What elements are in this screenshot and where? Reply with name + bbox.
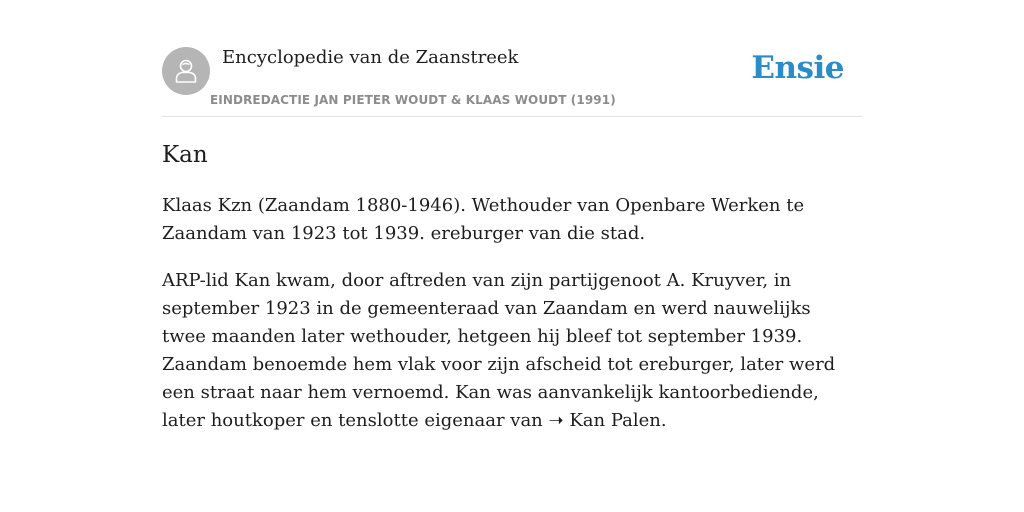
article-title: Kan bbox=[162, 142, 208, 168]
source-editors: EINDREDACTIE JAN PIETER WOUDT & KLAAS WOUDT (1991) bbox=[210, 93, 616, 107]
article-paragraph: Klaas Kzn (Zaandam 1880-1946). Wethouder van Openbare Werken te Zaandam van 1923 tot 1939. ereburger van die stad. bbox=[162, 195, 805, 244]
paragraph-text: ARP-lid Kan kwam, door aftreden van zijn partijgenoot A. Kruyver, in september 1923 in de gemeenteraad van Zaandam en werd nauwelijks twee maanden later wethouder, hetgeen hij bleef tot september 1939. Zaandam benoemde hem vlak voor zijn afscheid tot ereburger, later werd een straat naar hem vernoemd. Kan was aanvankelijk kantoorbediende, later houtkoper en tenslotte eigenaar van bbox=[162, 270, 836, 431]
user-icon bbox=[172, 57, 200, 85]
paragraph-end: . bbox=[660, 410, 667, 431]
source-header bbox=[162, 46, 862, 117]
arrow-right-icon: ➝ bbox=[548, 410, 564, 431]
brand-logo[interactable]: Ensie bbox=[751, 50, 844, 86]
source-title[interactable]: Encyclopedie van de Zaanstreek bbox=[222, 47, 519, 68]
source-avatar[interactable] bbox=[162, 47, 210, 95]
link-label: Kan Palen bbox=[569, 410, 661, 431]
article-body bbox=[162, 192, 852, 454]
cross-reference-link[interactable] bbox=[549, 410, 661, 431]
article-paragraph bbox=[162, 267, 852, 435]
